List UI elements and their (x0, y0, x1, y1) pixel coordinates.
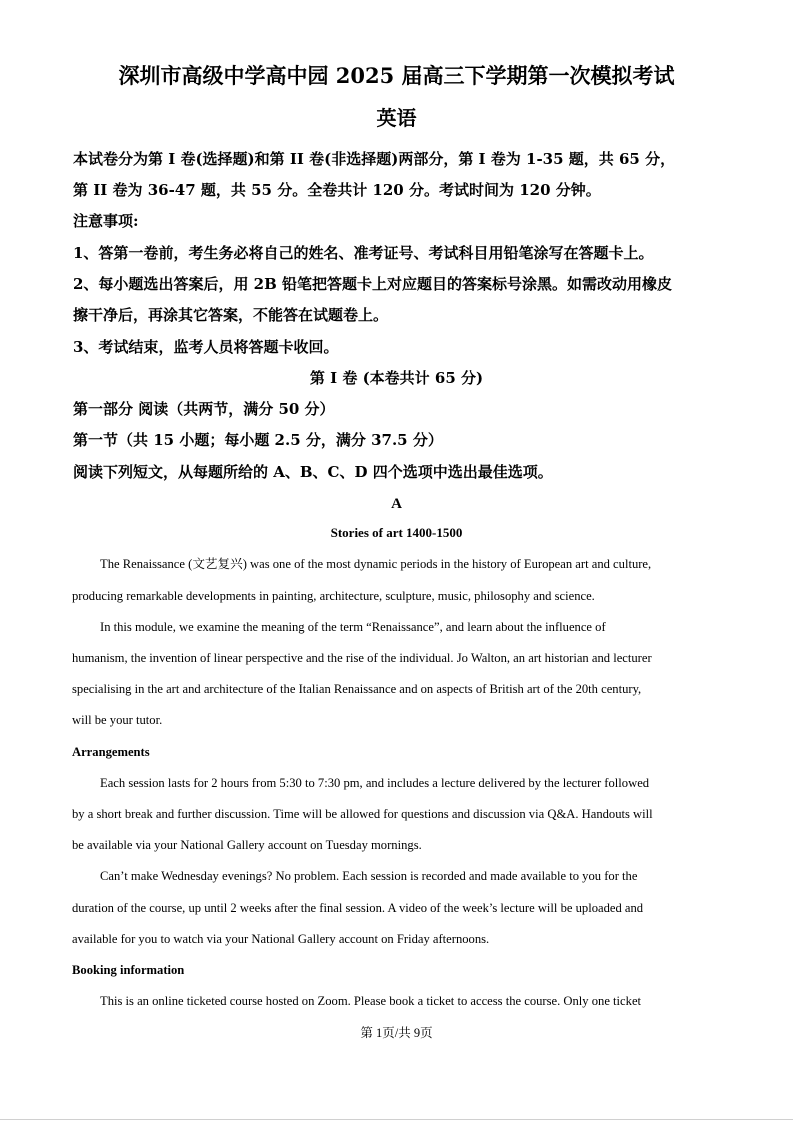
page-bottom-divider (0, 1119, 793, 1120)
paragraph-4-line-3: available for you to watch via your National Gallery account on Friday afternoons. (72, 932, 490, 946)
paragraph-3-line-3: be available via your National Gallery account on Tuesday mornings. (72, 838, 422, 852)
exam-title: 深圳市高级中学高中园 2025 届高三下学期第一次模拟考试 (118, 63, 675, 88)
paragraph-4-line-2: duration of the course, up until 2 weeks after the final session. A video of the week’s lecture will be uploaded and (72, 901, 644, 915)
paragraph-2-line-3: specialising in the art and architecture of the Italian Renaissance and on aspects of British art of the 20th century, (72, 682, 642, 696)
passage-label: A (391, 496, 402, 512)
notice-item-1: 1、答第一卷前，考生务必将自己的姓名、准考证号、考试科目用铅笔涂写在答题卡上。 (73, 244, 654, 262)
subject-title: 英语 (376, 106, 417, 130)
paragraph-3-line-1: Each session lasts for 2 hours from 5:30 to 7:30 pm, and includes a lecture delivered by the lecturer followed (100, 776, 650, 790)
paragraph-2-line-1: In this module, we examine the meaning of the term “Renaissance”, and learn about the influence of (100, 620, 606, 634)
notice-title: 注意事项: (73, 212, 139, 230)
instructions-line-2: 第 II 卷为 36-47 题，共 55 分。全卷共计 120 分。考试时间为 120 分钟。 (73, 181, 601, 199)
paragraph-3-line-2: by a short break and further discussion. Time will be allowed for questions and discussion via Q&A. Handouts will (72, 807, 653, 821)
notice-item-2-line-2: 擦干净后，再涂其它答案，不能答在试题卷上。 (73, 306, 389, 324)
paragraph-1-line-1: The Renaissance (文艺复兴) was one of the most dynamic periods in the history of European art and culture, (100, 557, 652, 571)
paragraph-5-line-1: This is an online ticketed course hosted on Zoom. Please book a ticket to access the course. Only one ticket (100, 994, 642, 1008)
part-one-heading: 第一部分 阅读（共两节，满分 50 分） (73, 400, 335, 418)
page-number: 第 1页/共 9页 (360, 1026, 433, 1040)
paragraph-2-line-2: humanism, the invention of linear perspective and the rise of the individual. Jo Walton, an art historian and lecturer (72, 651, 652, 665)
paragraph-2-line-4: will be your tutor. (72, 713, 163, 727)
arrangements-heading: Arrangements (72, 745, 150, 759)
section-one-heading: 第一节（共 15 小题；每小题 2.5 分，满分 37.5 分） (73, 431, 443, 449)
paragraph-1-line-2: producing remarkable developments in painting, architecture, sculpture, music, philosophy and science. (72, 589, 595, 603)
passage-title: Stories of art 1400-1500 (330, 525, 463, 540)
paragraph-4-line-1: Can’t make Wednesday evenings? No problem. Each session is recorded and made available to you for the (100, 869, 638, 883)
volume-title: 第 I 卷 (本卷共计 65 分) (309, 369, 484, 387)
instructions-line-1: 本试卷分为第 I 卷(选择题)和第 II 卷(非选择题)两部分，第 I 卷为 1-35 题，共 65 分， (73, 150, 676, 168)
reading-direction: 阅读下列短文，从每题所给的 A、B、C、D 四个选项中选出最佳选项。 (73, 463, 553, 481)
booking-heading: Booking information (72, 963, 185, 977)
notice-item-2-line-1: 2、每小题选出答案后，用 2B 铅笔把答题卡上对应题目的答案标号涂黑。如需改动用橡皮 (73, 275, 673, 293)
notice-item-3: 3、考试结束，监考人员将答题卡收回。 (73, 338, 339, 356)
